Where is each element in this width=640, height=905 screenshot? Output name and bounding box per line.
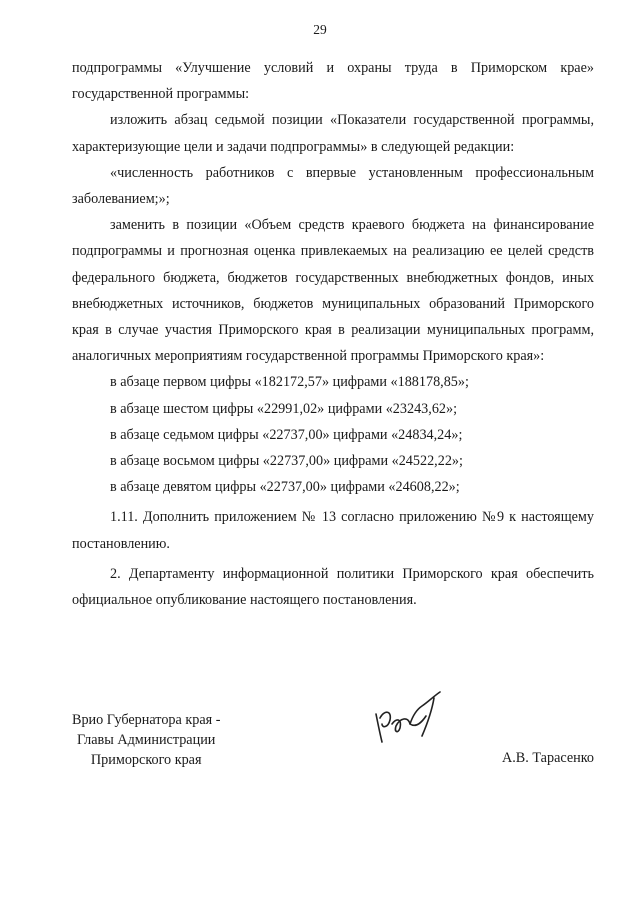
- paragraph: 1.11. Дополнить приложением № 13 согласно приложению №9 к настоящему постановлению.: [72, 509, 594, 552]
- paragraph: в абзаце девятом цифры «22737,00» цифрами «24608,22»;: [110, 479, 460, 496]
- paragraph: в абзаце шестом цифры «22991,02» цифрами «23243,62»;: [110, 400, 458, 417]
- signatory-title-line: Врио Губернатора края -: [72, 712, 221, 728]
- signatory-title: [72, 710, 220, 770]
- signatory-title-line: Главы Администрации: [77, 732, 216, 748]
- paragraph: подпрограммы «Улучшение условий и охраны труда в Приморском крае» государственной программы:: [72, 60, 594, 103]
- paragraph: изложить абзац седьмой позиции «Показатели государственной программы, характеризующие цели и задачи подпрограммы» в следующей редакции:: [72, 112, 594, 155]
- paragraph: 2. Департаменту информационной политики Приморского края обеспечить официальное опубликование настоящего постановления.: [72, 565, 594, 609]
- handwritten-signature: [370, 688, 460, 748]
- paragraph: в абзаце седьмом цифры «22737,00» цифрами «24834,24»;: [110, 426, 463, 443]
- paragraph: в абзаце восьмом цифры «22737,00» цифрами «24522,22»;: [110, 453, 463, 470]
- page-number: 29: [313, 22, 327, 37]
- paragraph: в абзаце первом цифры «182172,57» цифрами «188178,85»;: [110, 374, 469, 391]
- signatory-title-line: Приморского края: [90, 752, 202, 768]
- body-text: [72, 55, 594, 613]
- paragraph: заменить в позиции «Объем средств краевого бюджета на финансирование подпрограммы и прогнозная оценка привлекаемых на реализацию ее целей средств федерального бюджета, бюджетов государственных внебюджетных фондов, иных внебюджетных источников, бюджетов муниципальных образований Приморского края в случае участия Приморского края в реализации муниципальных программ, аналогичных мероприятиям государственной программы Приморского края»:: [72, 217, 594, 365]
- signatory-name: А.В. Тарасенко: [502, 750, 594, 766]
- paragraph: «численность работников с впервые установленным профессиональным заболеванием;»;: [72, 164, 594, 208]
